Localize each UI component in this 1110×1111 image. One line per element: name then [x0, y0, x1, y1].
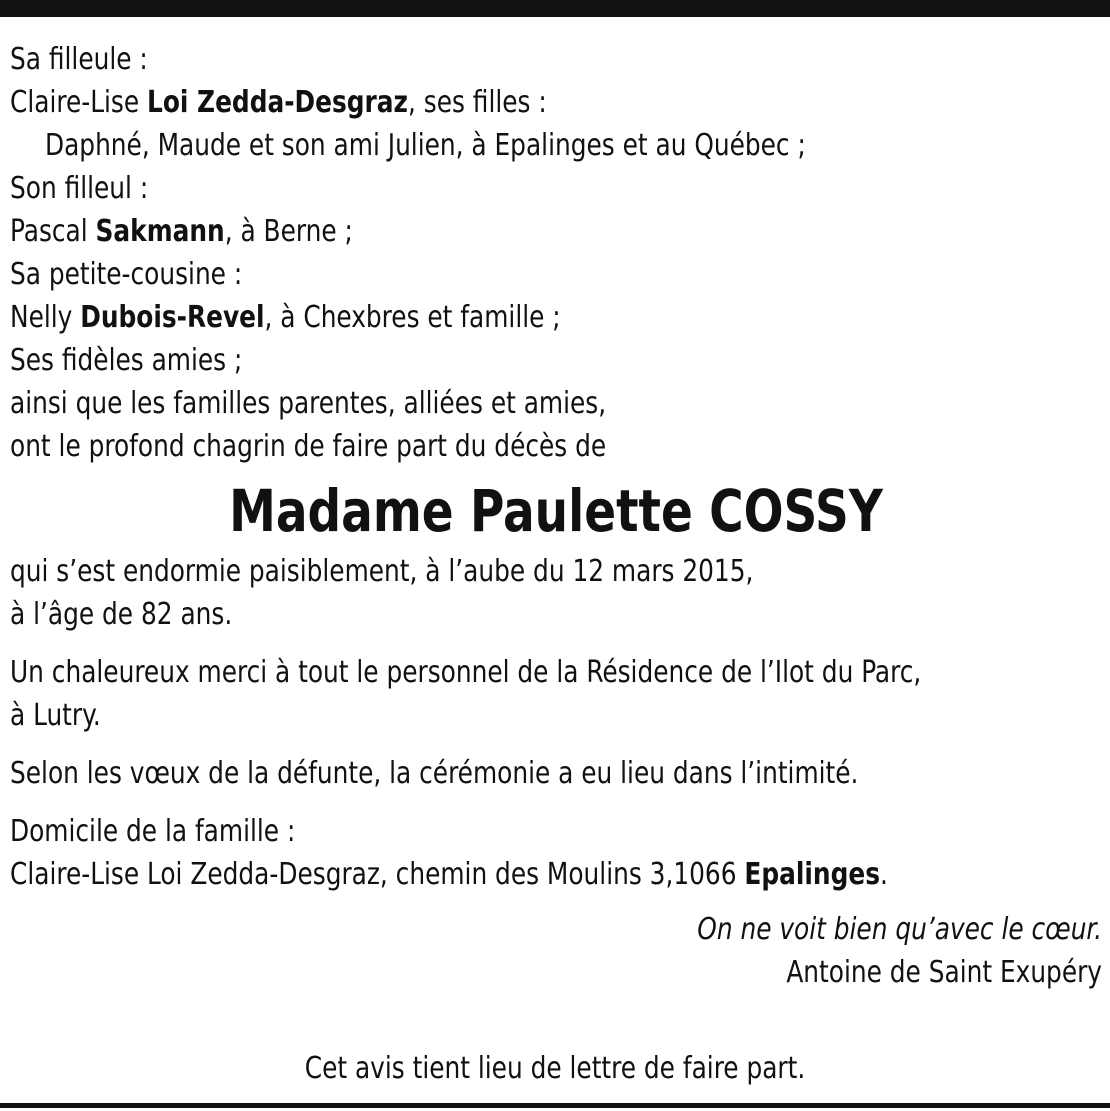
text-segment: Claire-Lise [10, 85, 148, 120]
surname: Loi Zedda-Desgraz [147, 85, 409, 120]
quote-text: On ne voit bien qu’avec le cœur. [697, 912, 1102, 947]
relation-label: Son filleul : [10, 171, 149, 206]
bottom-rule [0, 1103, 1110, 1108]
text-segment: ainsi que les familles parentes, alliées et amies, [10, 386, 607, 421]
relation-label: Sa petite-cousine : [10, 257, 243, 292]
locality: Epalinges [744, 857, 881, 892]
text-segment: Pascal [10, 214, 96, 249]
relation-label: Sa filleule : [10, 42, 148, 77]
text-segment: . [880, 857, 888, 892]
family-line [10, 296, 1015, 339]
family-line [10, 38, 1015, 81]
text-segment: , ses filles : [408, 85, 547, 120]
family-line [10, 81, 1015, 124]
family-line [10, 382, 1015, 425]
text-segment: Daphné, Maude et son ami Julien, à Epalinges et au Québec ; [44, 128, 806, 163]
family-line [10, 124, 1015, 167]
text-segment: , à Berne ; [224, 214, 353, 249]
domicile-label: Domicile de la famille : [10, 814, 296, 849]
family-line [10, 425, 1015, 468]
surname: Sakmann [95, 214, 225, 249]
text-segment: ont le profond chagrin de faire part du décès de [10, 429, 607, 464]
text-segment: Nelly [10, 300, 81, 335]
deceased-name: Madame Paulette COSSY [229, 477, 883, 545]
top-rule [0, 0, 1110, 17]
surname: Dubois-Revel [80, 300, 265, 335]
thanks-line: Un chaleureux merci à tout le personnel de la Résidence de l’Ilot du Parc, [10, 655, 922, 690]
death-line: qui s’est endormie paisiblement, à l’aube du 12 mars 2015, [10, 554, 754, 589]
epigraph [10, 908, 1102, 994]
obituary-notice [10, 38, 1102, 994]
quote-author: Antoine de Saint Exupéry [786, 955, 1102, 990]
text-segment: Claire-Lise Loi Zedda-Desgraz, chemin des Moulins 3,1066 [10, 857, 745, 892]
age-line: à l’âge de 82 ans. [10, 597, 233, 632]
family-line [10, 167, 1015, 210]
family-line [10, 210, 1015, 253]
closing-note: Cet avis tient lieu de lettre de faire part. [304, 1051, 806, 1086]
domicile-address [10, 853, 1015, 896]
text-segment: Ses fidèles amies ; [10, 343, 243, 378]
family-line [10, 253, 1015, 296]
ceremony-line: Selon les vœux de la défunte, la cérémonie a eu lieu dans l’intimité. [10, 756, 859, 791]
thanks-line: à Lutry. [10, 698, 101, 733]
text-segment: , à Chexbres et famille ; [264, 300, 561, 335]
family-line [10, 339, 1015, 382]
